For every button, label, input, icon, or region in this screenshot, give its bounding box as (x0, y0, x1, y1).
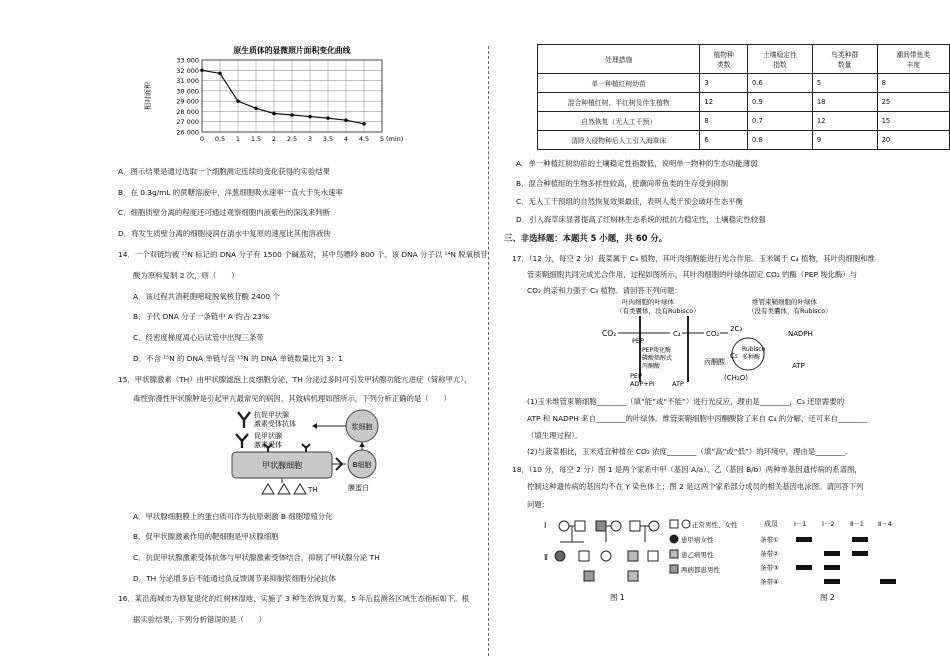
arrow-head-1 (312, 423, 317, 429)
co2-label: CO₂ (602, 329, 617, 338)
table-header-cell: 鸟类种群 数量 (812, 45, 877, 74)
data-point (290, 113, 294, 117)
q16-option-d: D．引入海草床显著提高了红树林生态系统的抵抗力稳定性，土壤稳定性较强 (516, 215, 766, 224)
atp-label-left: ATP (672, 380, 684, 388)
c4-pathway-diagram (600, 296, 850, 386)
q17-stem-line2: 管束鞘细胞共同完成光合作用，过程如图所示，其叶肉细胞的叶绿体固定 CO₂ 的酶（PEP 羧化酶）与 (527, 270, 858, 279)
table-header-row (538, 45, 950, 74)
x-tick-label: 4 (343, 135, 349, 143)
enzyme-label: 多种酶 (742, 354, 761, 361)
c4-label: C₄ (673, 330, 681, 338)
pedigree-gen1 (559, 521, 659, 542)
data-point (254, 107, 258, 111)
two-c3-label: 2C₃ (730, 325, 743, 333)
q15-stem-line1: 15．甲状腺激素（TH）由甲状腺滤泡上皮细胞分泌，TH 分泌过多时可引发甲状腺功能亢进症（简称甲亢）， (118, 375, 472, 384)
gel-bands (796, 537, 896, 584)
legend-disease-b-male: 患乙病男性 (681, 551, 714, 559)
q17-stem-line1: 17．（12 分，每空 2 分）菠菜属于 C₃ 植物，其叶肉细胞能进行光合作用。玉米属于 C₄ 植物，其叶肉细胞和维 (512, 254, 875, 263)
table-row (538, 93, 950, 112)
q18-stem-line2: 控制这种遗传病的基因均不在 Y 染色体上；图 2 是这两个家系部分成员的相关基因电泳图。请回答下列 (527, 482, 864, 491)
table-cell: 清除入侵物种后人工引入海草床 (538, 131, 700, 150)
x-tick-label: 1.5 (250, 135, 262, 143)
member-4: Ⅱ－4 (878, 520, 892, 528)
adp-label: ADP+Pi (630, 380, 655, 388)
figure-2-caption: 图 2 (820, 593, 835, 602)
b-cell-label: B细胞 (352, 461, 372, 469)
table-cell: 自然恢复（无人工干预） (538, 112, 700, 131)
x-axis-label: (min) (386, 135, 404, 143)
q13-option-a: A．图示结果是通过选取一个细胞测定连续的变化获得的实验结果 (118, 167, 330, 176)
q17-answer-line1: (1)玉米维管束鞘细胞________（填“能”或“不能”）进行光反应，理由是________，C₃ 还原需要的 (527, 397, 845, 406)
y-tick-label: 29 000 (176, 97, 199, 106)
q14-option-d: D．不含 ¹⁵N 的 DNA 单链与含 ¹⁵N 的 DNA 单链数量比为 3：1 (133, 354, 343, 363)
series-line (202, 70, 364, 123)
table-cell: 6 (700, 131, 748, 150)
receptor-label-2: 激素受体 (254, 441, 282, 449)
mesophyll-label-2: （有类囊体，没有Rubisco） (616, 307, 700, 315)
pep-label-2: PEP (630, 372, 642, 380)
table-header-cell: 土壤稳定性 指数 (747, 45, 812, 74)
chart-title: 原生质体的显微照片面积变化曲线 (233, 46, 351, 55)
data-point (308, 115, 312, 119)
q15-option-b: B．促甲状腺激素作用的靶细胞是甲状腺细胞 (133, 532, 279, 541)
table-row (538, 112, 950, 131)
bundle-label-2: （没有类囊体，有Rubisco） (748, 307, 832, 315)
area-change-chart (140, 44, 440, 156)
table-cell: 0.9 (747, 93, 812, 112)
nadph-label: NADPH (788, 330, 813, 338)
receptor-label: 促甲状腺 (254, 432, 282, 440)
q13-option-b: B．在 0.3g/mL 的蔗糖溶液中，洋葱细胞吸水速率一直大于失水速率 (118, 188, 343, 197)
y-tick-label: 31 000 (176, 77, 199, 86)
q15-option-c: C．抗促甲状腺激素受体抗体与甲状腺激素受体结合，抑制了甲状腺分泌 TH (133, 553, 380, 562)
table-cell: 9 (812, 131, 877, 150)
band-1-label: 条带① (760, 536, 779, 544)
table-header-cell: 处理措施 (538, 45, 700, 74)
electrophoresis-figure (760, 516, 910, 602)
x-tick-label: 4.5 (358, 135, 370, 143)
column-divider (488, 46, 489, 656)
atp-label-right: ATP (792, 362, 805, 370)
q16-stem-line1: 16．某沿海城市为修复退化的红树林湿地，实施了 3 种生态恢复方案，5 年后监测各区域生态指标如下。根 (118, 594, 470, 603)
q18-stem-line1: 18．（10 分，每空 2 分）图 1 是两个家系中甲（基因 A/a）、乙（基因 B/b）两种单基因遗传病的系谱图， (512, 465, 862, 474)
data-point (200, 68, 204, 72)
generation-1-label: Ⅰ (544, 521, 547, 530)
q15-option-d: D．TH 分泌增多后不能通过负反馈调节来抑制浆细胞分泌抗体 (133, 574, 336, 583)
table-row (538, 131, 950, 150)
y-tick-label: 27 000 (176, 118, 199, 127)
table-cell: 单一种植红树幼苗 (538, 74, 700, 93)
ecology-table (537, 44, 950, 150)
membrane-protein-label: 膜蛋白 (348, 484, 369, 492)
co2b-label: CO₂ (706, 330, 720, 338)
x-tick-label: 1 (235, 135, 241, 143)
arrow-head-2 (359, 442, 365, 447)
table-cell: 3 (700, 74, 748, 93)
q13-option-c: C．细胞质壁分离的程度还可通过观察细胞内液紫色的深浅来判断 (118, 208, 331, 217)
q16-stem-line2: 据实验结果，下列分析错误的是（ ） (133, 615, 267, 624)
table-cell: 8 (700, 112, 748, 131)
q14-option-b: B．子代 DNA 分子一条链中 A 约占 23% (133, 312, 269, 321)
table-header-cell: 潮间带鱼类 丰度 (877, 45, 949, 74)
table-cell: 20 (877, 131, 949, 150)
antibody-icon (238, 412, 250, 428)
section-3-heading: 三、非选择题：本题共 5 小题，共 60 分。 (504, 233, 668, 243)
legend-normal: 正常男性、女性 (692, 521, 738, 529)
table-cell: 18 (812, 93, 877, 112)
legend-both-male: 两病都患男性 (681, 566, 720, 574)
x-tick-label: 0 (199, 135, 205, 143)
pyruvate-label-left: 丙酮酸 (642, 363, 661, 370)
legend-disease-a-female: 患甲病女性 (681, 536, 714, 544)
c5-label: C₅ (730, 352, 738, 360)
q14-option-a: A．该过程共消耗胞嘧啶脱氧核苷酸 2400 个 (133, 292, 280, 301)
bundle-label: 维管束鞘细胞的叶绿体 (752, 298, 817, 306)
q14-option-c: C．经密度梯度离心后试管中出现三条带 (133, 333, 264, 342)
y-tick-label: 26 000 (176, 128, 199, 137)
pedigree-figure (540, 516, 738, 602)
figure-1-caption: 图 1 (610, 593, 625, 602)
thyroid-diagram (228, 408, 428, 510)
q16-option-b: B．混合种植组的生物多样性较高，使潮间带鱼类的生存受到抑制 (516, 179, 729, 188)
table-cell: 混合种植红树、半红树及伴生植物 (538, 93, 700, 112)
data-point (218, 72, 222, 76)
table-cell: 0.6 (747, 74, 812, 93)
band-4-label: 条带④ (760, 578, 779, 586)
q13-option-d: D．将发生质壁分离的细胞浸润在清水中复原的速度比其他溶液快 (118, 229, 331, 238)
q17-answer-line2: ATP 和 NADPH 来自________的叶绿体。维管束鞘细胞中丙酮酸除了来自 C₄ 的分解，还可来自________ (527, 414, 868, 423)
member-3: Ⅱ－1 (850, 520, 864, 528)
rubisco-label: Rubisco (742, 346, 766, 353)
y-axis-label: 相对面积 (144, 82, 152, 110)
q17-answer-line3: （填生理过程）。 (527, 431, 583, 440)
band-2-label: 条带② (760, 550, 779, 558)
pedigree-gen2 (555, 551, 658, 581)
q16-option-c: C．无人工干预组的自然恢复效果最佳，表明人类干预会破坏生态平衡 (516, 197, 743, 206)
table-cell: 15 (877, 112, 949, 131)
q17-stem-line3: CO₂ 的亲和力强于 C₃ 植物。请回答下列问题： (527, 286, 682, 295)
x-tick-label: 5 (379, 135, 385, 143)
members-label: 成员 (764, 520, 778, 528)
th-label: TH (308, 486, 318, 494)
data-point (344, 118, 348, 122)
th-triangles-icon (262, 484, 306, 494)
generation-2-label: Ⅱ (544, 553, 548, 562)
data-point (236, 99, 240, 103)
x-tick-label: 3.5 (322, 135, 334, 143)
table-cell: 12 (812, 112, 877, 131)
mesophyll-label: 叶肉细胞的叶绿体 (622, 298, 674, 306)
y-tick-label: 30 000 (176, 87, 199, 96)
data-point (362, 122, 366, 126)
data-point (326, 116, 330, 120)
q15-option-a: A．甲状腺细胞膜上的蛋白质可作为抗原刺激 B 细胞增殖分化 (133, 512, 333, 521)
receptor-antibody-icon (236, 434, 248, 448)
pepase-label-2: 磷酸烯醇式 (642, 355, 673, 362)
q17-answer-line4: (2)与菠菜相比，玉米适宜种植在 CO₂ 浓度________（填“高”或“低”）的环境中，理由是________。 (527, 447, 853, 456)
q14-stem-line2: 酸为原料复制 2 次，则（ ） (133, 271, 239, 280)
table-row (538, 74, 950, 93)
member-2: Ⅰ－2 (822, 520, 835, 528)
y-tick-label: 33 000 (176, 56, 199, 65)
y-tick-label: 32 000 (176, 66, 199, 75)
antibody-label-2: 激素受体抗体 (254, 420, 296, 428)
pepase-label: PEP羧化酶 (642, 347, 672, 354)
table-header-cell: 植物种 类数 (700, 45, 748, 74)
pyruvate-label-right: 丙酮酸 (704, 358, 725, 366)
q15-stem-line2: 毒性弥漫性甲状腺肿是引起甲亢最常见的病因，其致病机理如图所示，下列分析正确的是（ ） (133, 394, 451, 403)
q14-stem-line1: 14．一个双链均被 ¹⁵N 标记的 DNA 分子有 1500 个碱基对，其中鸟嘌呤 800 个。该 DNA 分子以 ¹⁴N 脱氧核苷 (118, 250, 488, 259)
antibody-label: 抗促甲状腺 (254, 411, 289, 419)
band-3-label: 条带③ (760, 564, 779, 572)
data-point (272, 112, 276, 116)
x-tick-label: 2.5 (286, 135, 298, 143)
x-tick-label: 2 (271, 135, 277, 143)
table-cell: 0.8 (747, 131, 812, 150)
pep-label: PEP (632, 337, 644, 345)
member-1: Ⅰ－1 (794, 520, 807, 528)
table-cell: 12 (700, 93, 748, 112)
q16-option-a: A．单一种植红树幼苗的土壤稳定性指数低，说明单一物种的生态功能薄弱 (516, 159, 758, 168)
table-cell: 8 (877, 74, 949, 93)
table-cell: 0.7 (747, 112, 812, 131)
table-cell: 5 (812, 74, 877, 93)
x-tick-label: 0.5 (214, 135, 226, 143)
table-cell: 25 (877, 93, 949, 112)
x-tick-label: 3 (307, 135, 313, 143)
ch2o-label: (CH₂O) (724, 374, 748, 382)
plasma-cell-label: 浆细胞 (351, 423, 373, 431)
thyroid-cell-label: 甲状腺细胞 (262, 461, 302, 470)
y-tick-label: 28 000 (176, 107, 199, 116)
q18-stem-line3: 问题： (527, 500, 550, 509)
